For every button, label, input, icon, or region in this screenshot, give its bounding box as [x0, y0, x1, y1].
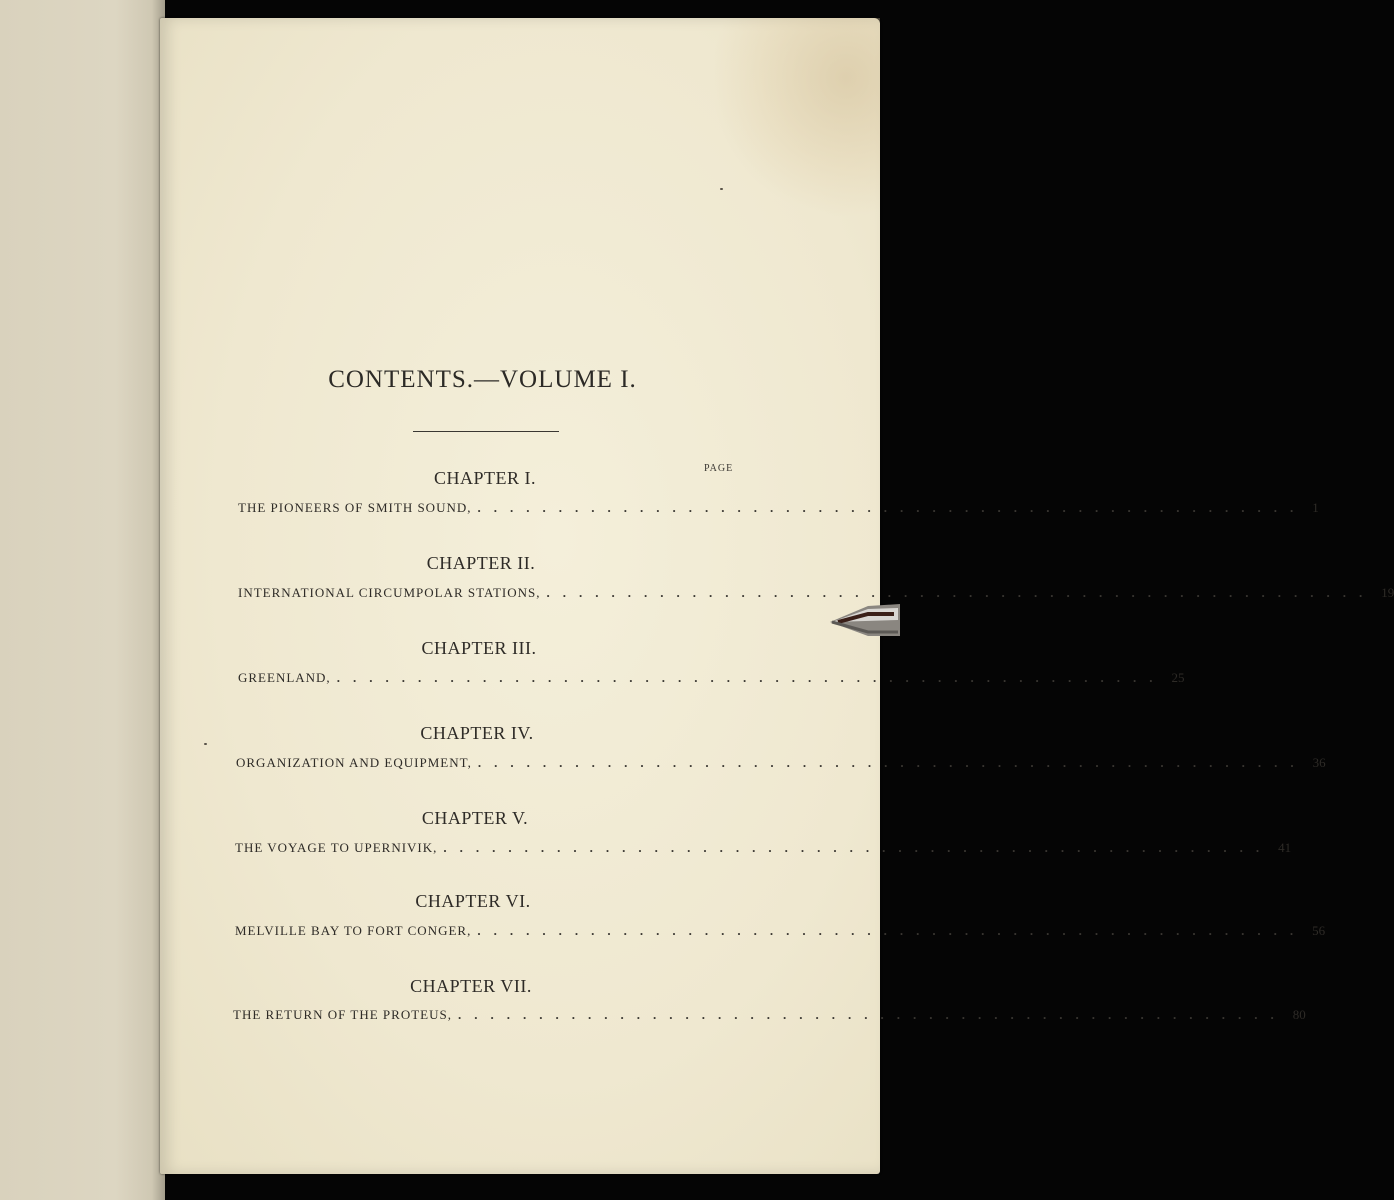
- title-rule: [413, 431, 559, 432]
- toc-entry-title: GREENLAND,: [238, 670, 331, 685]
- chapter-heading: CHAPTER III.: [421, 638, 537, 658]
- toc-entry-title: INTERNATIONAL CIRCUMPOLAR STATIONS,: [238, 585, 541, 600]
- toc-entry-page: 1: [1312, 500, 1319, 515]
- toc-entry[interactable]: [238, 585, 1394, 605]
- toc-entry-title: ORGANIZATION AND EQUIPMENT,: [236, 755, 472, 770]
- chapter-heading: CHAPTER V.: [421, 808, 529, 828]
- toc-entry-page: 80: [1292, 1007, 1306, 1022]
- contents-title: CONTENTS.—VOLUME I.: [328, 366, 637, 393]
- toc-entry[interactable]: [236, 755, 1326, 775]
- dot-leader: ...................................................: [546, 585, 1376, 600]
- chapter-heading: CHAPTER I.: [433, 468, 536, 488]
- dot-leader: ...................................................: [443, 840, 1273, 855]
- toc-entry-page: 41: [1278, 840, 1292, 855]
- toc-entry-title: THE PIONEERS OF SMITH SOUND,: [238, 500, 472, 515]
- dot-leader: ...................................................: [457, 1007, 1287, 1022]
- toc-entry-page: 25: [1171, 670, 1185, 685]
- page-stain: [710, 18, 880, 218]
- toc-entry-title: MELVILLE BAY TO FORT CONGER,: [235, 923, 472, 938]
- toc-entry-title: THE VOYAGE TO UPERNIVIK,: [235, 840, 438, 855]
- dot-leader: ...................................................: [477, 755, 1307, 770]
- toc-entry-title: THE RETURN OF THE PROTEUS,: [233, 1007, 452, 1022]
- chapter-heading: CHAPTER II.: [426, 553, 536, 573]
- dot-leader: ...................................................: [477, 923, 1307, 938]
- dot-leader: ...................................................: [477, 500, 1307, 515]
- chapter-heading: CHAPTER VII.: [410, 976, 532, 996]
- toc-entry[interactable]: [235, 923, 1326, 943]
- toc-entry[interactable]: [238, 670, 1185, 690]
- toc-entry[interactable]: [235, 840, 1292, 860]
- chapter-heading: CHAPTER VI.: [415, 891, 531, 911]
- toc-entry[interactable]: [233, 1007, 1306, 1027]
- toc-entry-page: 36: [1312, 755, 1326, 770]
- chapter-heading: CHAPTER IV.: [420, 723, 534, 743]
- dot-leader: ...................................................: [336, 670, 1166, 685]
- toc-entry-page: 56: [1312, 923, 1326, 938]
- page-speck: [720, 188, 723, 190]
- facing-page: [0, 0, 165, 1200]
- page-column-header: PAGE: [704, 463, 734, 474]
- toc-entry-page: 19: [1381, 585, 1394, 600]
- book-page: [160, 18, 1394, 1174]
- metal-bookmark-clip: [828, 600, 900, 640]
- toc-entry[interactable]: [238, 500, 1319, 520]
